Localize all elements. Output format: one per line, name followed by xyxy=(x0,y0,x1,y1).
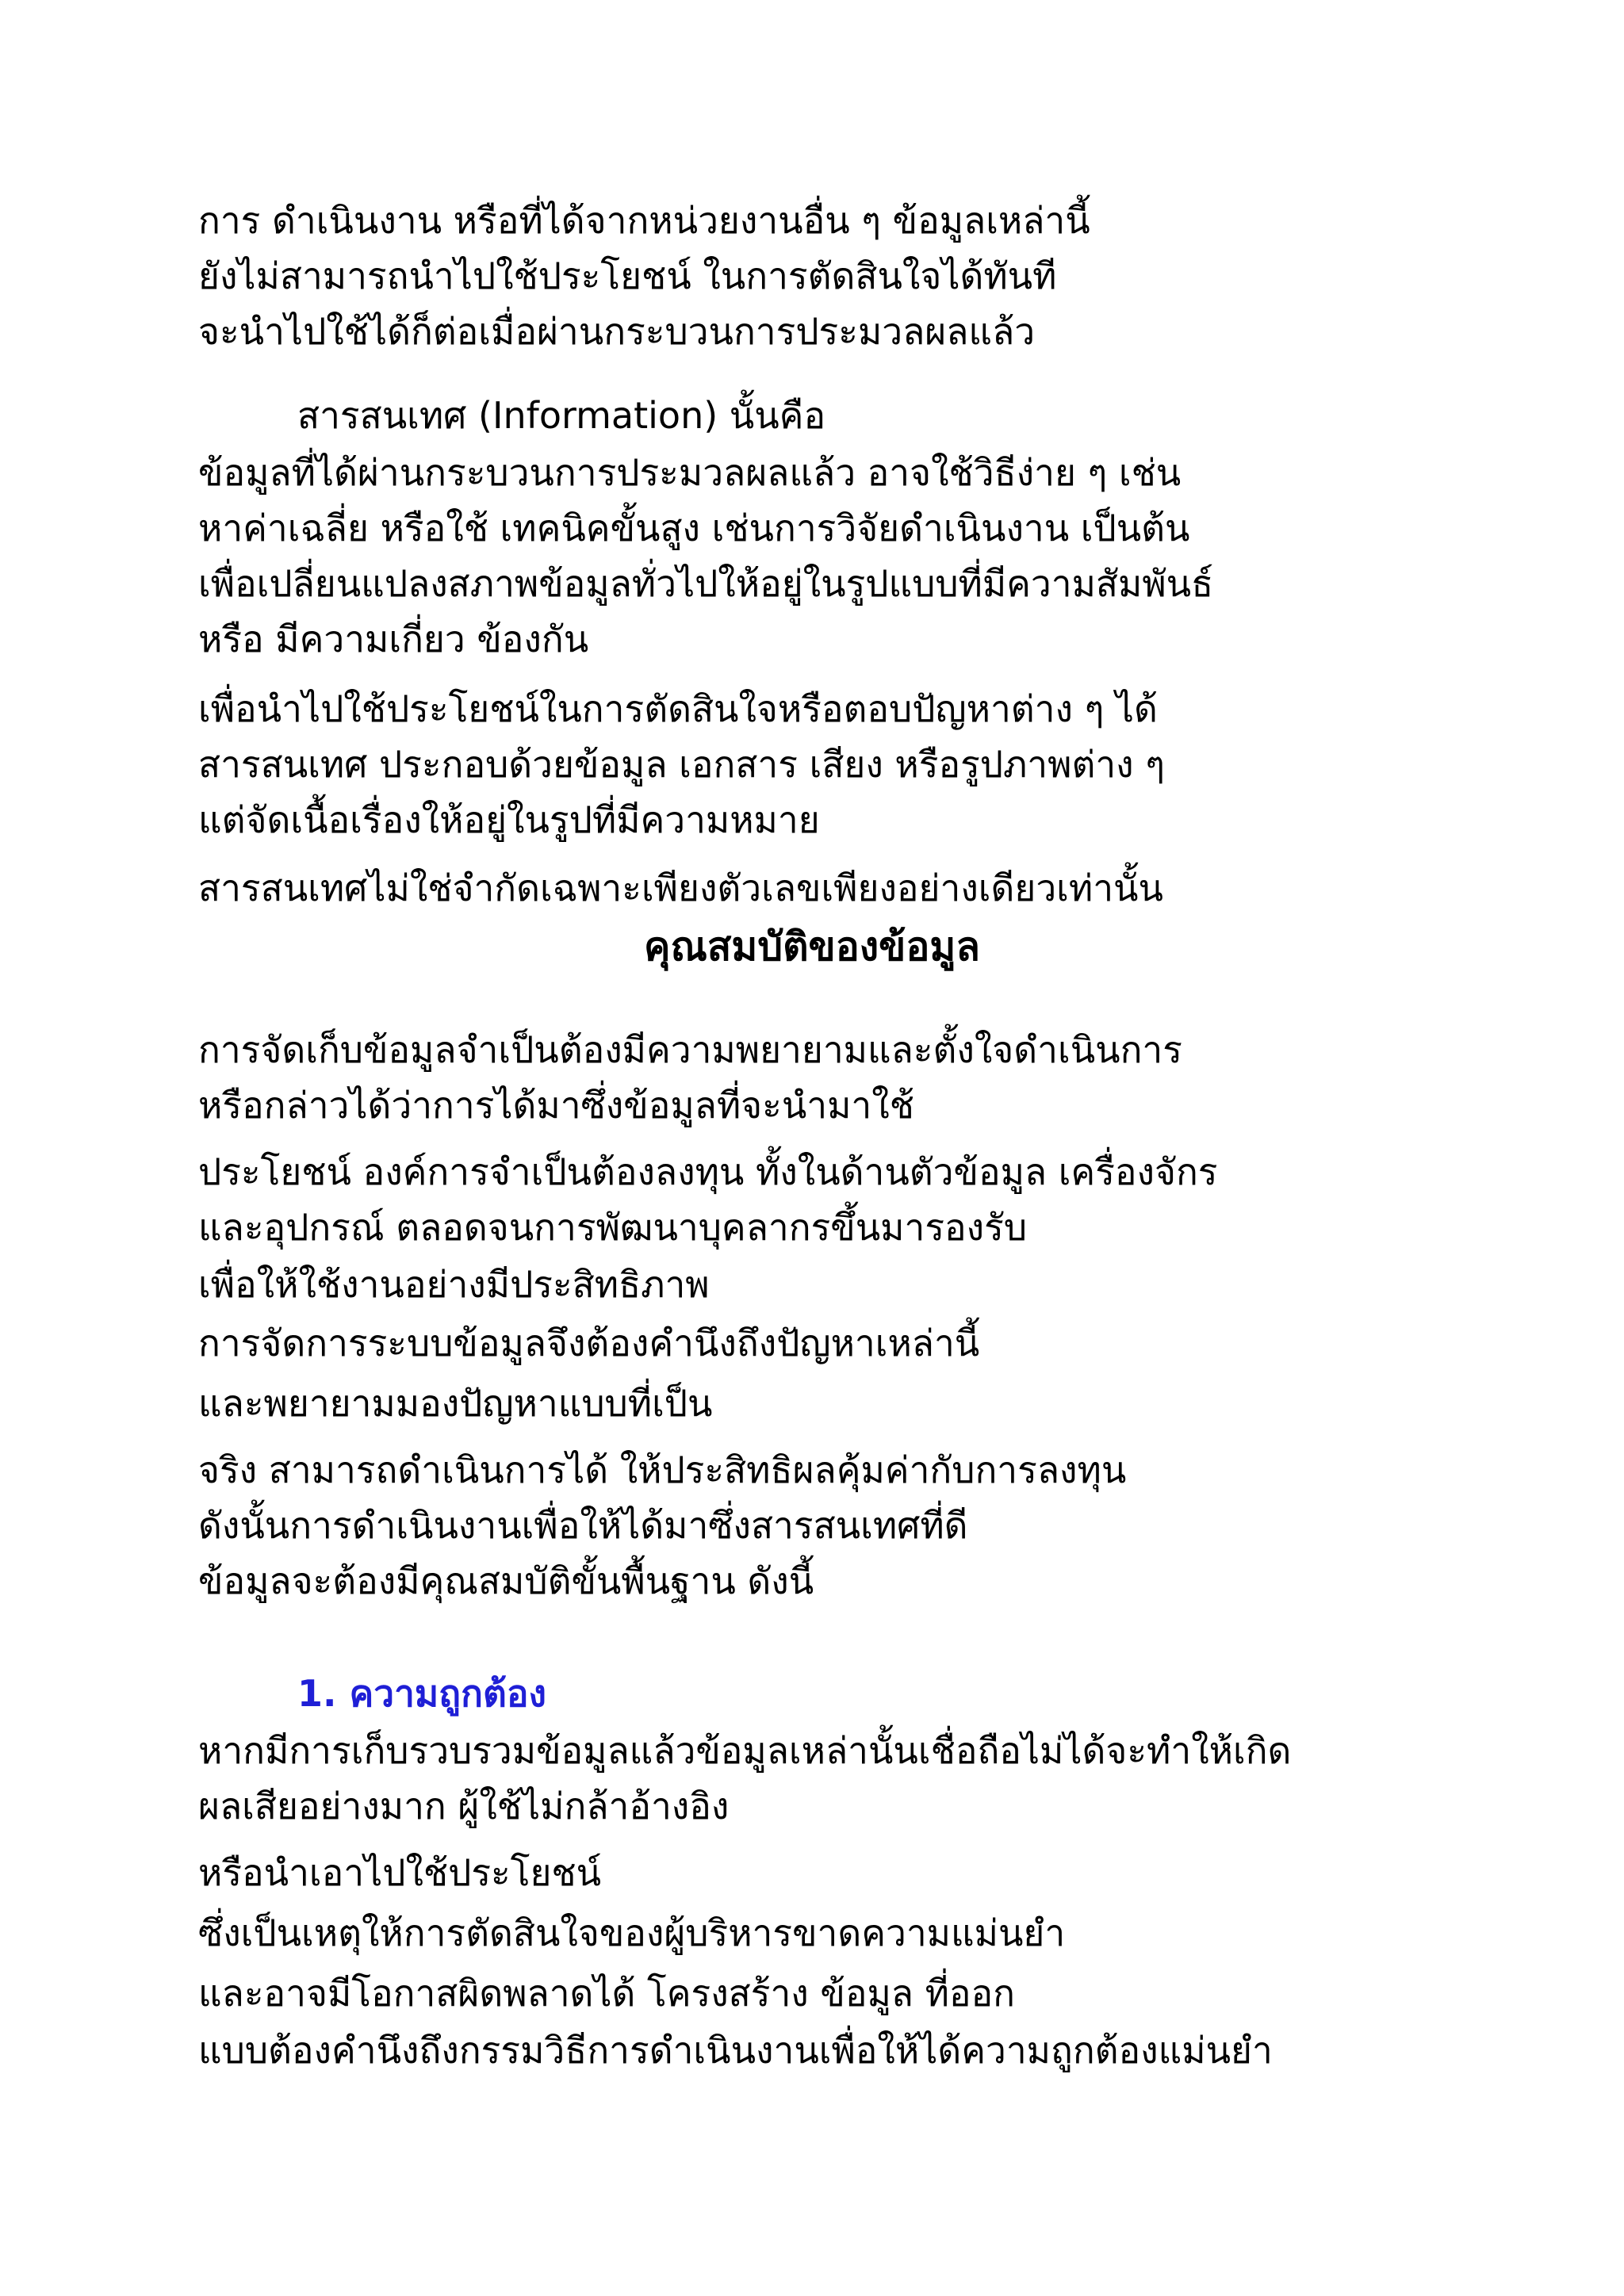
paragraph-line: ประโยชน์ องค์การจำเป็นต้องลงทุน ทั้งในด้านตัวข้อมูล เครื่องจักร xyxy=(198,1150,1218,1193)
paragraph-line: แบบต้องคำนึงถึงกรรมวิธีการดำเนินงานเพื่อให้ได้ความถูกต้องแม่นยำ xyxy=(198,2029,1273,2072)
paragraph-line: และอุปกรณ์ ตลอดจนการพัฒนาบุคลากรขึ้นมารองรับ xyxy=(198,1206,1028,1249)
paragraph-line: ข้อมูลที่ได้ผ่านกระบวนการประมวลผลแล้ว อาจใช้วิธีง่าย ๆ เช่น xyxy=(198,451,1182,494)
paragraph-line: ดังนั้นการดำเนินงานเพื่อให้ได้มาซึ่งสารสนเทศที่ดี xyxy=(198,1504,968,1547)
paragraph-line: ผลเสียอย่างมาก ผู้ใช้ไม่กล้าอ้างอิง xyxy=(198,1785,730,1827)
paragraph-line: และพยายามมองปัญหาแบบที่เป็น xyxy=(198,1382,713,1425)
paragraph-line: และอาจมีโอกาสผิดพลาดได้ โครงสร้าง ข้อมูล ที่ออก xyxy=(198,1972,1016,2015)
paragraph-lead: สารสนเทศ (Information) นั้นคือ xyxy=(297,394,826,437)
paragraph-line: จะนำไปใช้ได้ก็ต่อเมื่อผ่านกระบวนการประมวลผลแล้ว xyxy=(198,310,1036,353)
paragraph-line: จริง สามารถดำเนินการได้ ให้ประสิทธิผลคุ้มค่ากับการลงทุน xyxy=(198,1448,1127,1491)
paragraph-line: เพื่อเปลี่ยนแปลงสภาพข้อมูลทั่วไปให้อยู่ในรูปแบบที่มีความสัมพันธ์ xyxy=(198,562,1214,605)
paragraph-line: เพื่อให้ใช้งานอย่างมีประสิทธิภาพ xyxy=(198,1263,710,1306)
paragraph-line: สารสนเทศไม่ใช่จำกัดเฉพาะเพียงตัวเลขเพียงอย่างเดียวเท่านั้น xyxy=(198,867,1163,909)
paragraph-line: หรือ มีความเกี่ยว ข้องกัน xyxy=(198,618,589,660)
paragraph-line: สารสนเทศ ประกอบด้วยข้อมูล เอกสาร เสียง หรือรูปภาพต่าง ๆ xyxy=(198,743,1165,786)
paragraph-line: แต่จัดเนื้อเรื่องให้อยู่ในรูปที่มีความหมาย xyxy=(198,798,820,841)
paragraph-line: หาค่าเฉลี่ย หรือใช้ เทคนิคขั้นสูง เช่นการวิจัยดำเนินงาน เป็นต้น xyxy=(198,507,1190,549)
paragraph-line: หรือกล่าวได้ว่าการได้มาซึ่งข้อมูลที่จะนำมาใช้ xyxy=(198,1084,914,1127)
section-heading: คุณสมบัติของข้อมูล xyxy=(644,924,980,970)
paragraph-line: การจัดเก็บข้อมูลจำเป็นต้องมีความพยายามและตั้งใจดำเนินการ xyxy=(198,1028,1182,1071)
paragraph-line: ยังไม่สามารถนำไปใช้ประโยชน์ ในการตัดสินใจได้ทันที xyxy=(198,254,1057,297)
paragraph-line: ข้อมูลจะต้องมีคุณสมบัติขั้นพื้นฐาน ดังนี้ xyxy=(198,1559,814,1602)
paragraph-line: การ ดำเนินงาน หรือที่ได้จากหน่วยงานอื่น ๆ ข้อมูลเหล่านี้ xyxy=(198,199,1090,242)
paragraph-line: เพื่อนำไปใช้ประโยชน์ในการตัดสินใจหรือตอบปัญหาต่าง ๆ ได้ xyxy=(198,687,1158,730)
paragraph-line: การจัดการระบบข้อมูลจึงต้องคำนึงถึงปัญหาเหล่านี้ xyxy=(198,1322,980,1364)
subsection-heading: 1. ความถูกต้อง xyxy=(297,1672,546,1715)
paragraph-line: ซึ่งเป็นเหตุให้การตัดสินใจของผู้บริหารขาดความแม่นยำ xyxy=(198,1911,1066,1954)
paragraph-line: หรือนำเอาไปใช้ประโยชน์ xyxy=(198,1851,602,1894)
paragraph-line: หากมีการเก็บรวบรวมข้อมูลแล้วข้อมูลเหล่านั้นเชื่อถือไม่ได้จะทำให้เกิด xyxy=(198,1729,1292,1772)
